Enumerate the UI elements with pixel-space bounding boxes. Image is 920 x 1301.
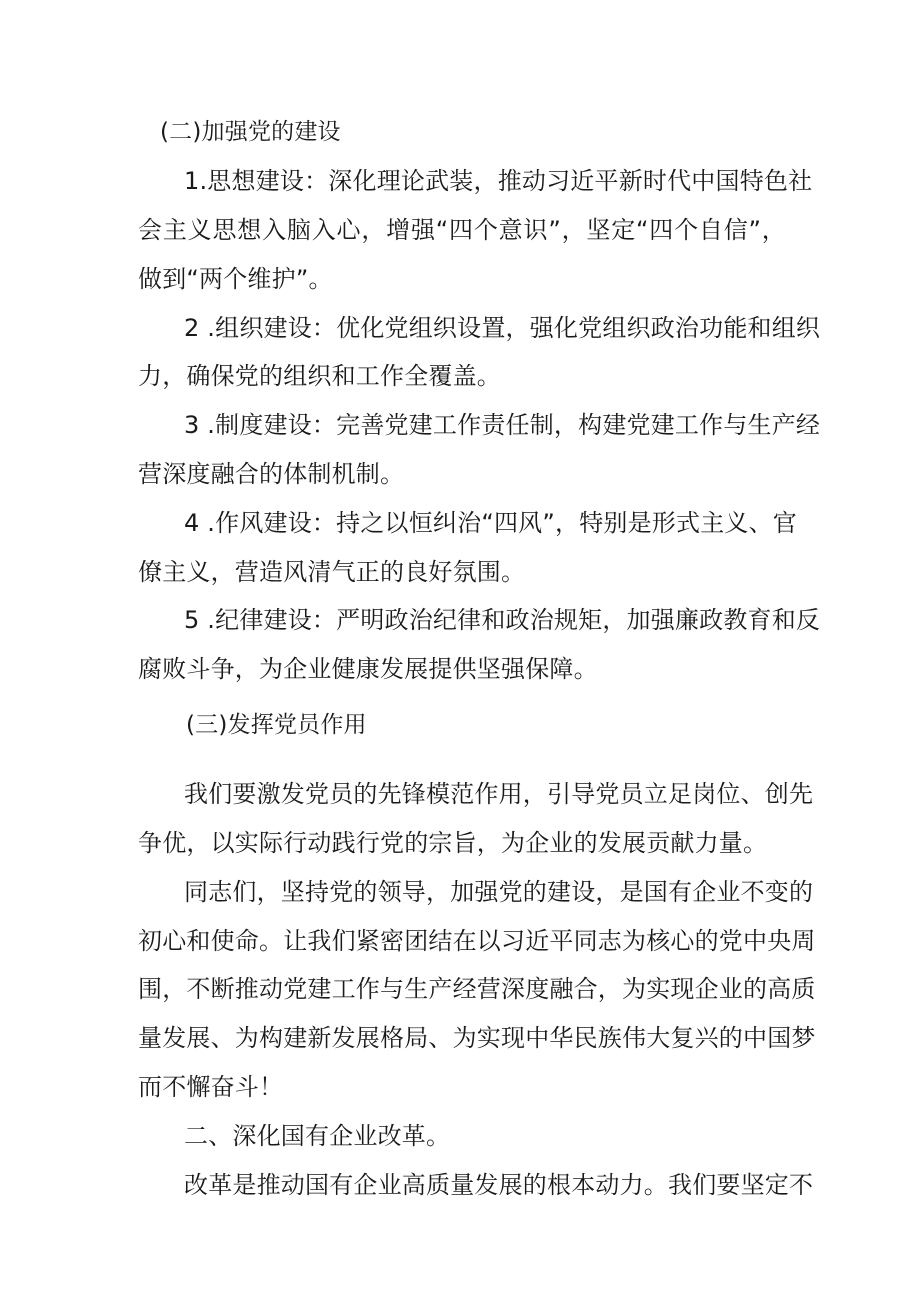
- paragraph-members-line-1: 我们要激发党员的先锋模范作用，引导党员立足岗位、创先: [184, 780, 814, 808]
- paragraph-comrades-line-3: 围，不断推动党建工作与生产经营深度融合，为实现企业的高质: [138, 975, 816, 1003]
- paragraph-comrades-line-2: 初心和使命。让我们紧密团结在以习近平同志为核心的党中央周: [138, 927, 816, 955]
- item-discipline-line-2: 腐败斗争，为企业健康发展提供坚强保障。: [138, 655, 598, 683]
- paragraph-members-line-2: 争优，以实际行动践行党的宗旨，为企业的发展贡献力量。: [138, 829, 768, 857]
- item-discipline-line-1: 5 .纪律建设：严明政治纪律和政治规矩，加强廉政教育和反: [184, 606, 821, 634]
- paragraph-reform-line-1: 改革是推动国有企业高质量发展的根本动力。我们要坚定不: [184, 1171, 814, 1199]
- item-work-style-line-2: 僚主义，营造风清气正的良好氛围。: [138, 558, 526, 586]
- item-ideological-line-2: 会主义思想入脑入心，增强“四个意识”，坚定“四个自信”，: [138, 216, 786, 244]
- item-institutional-line-2: 营深度融合的体制机制。: [138, 460, 405, 488]
- item-ideological-line-1: 1.思想建设：深化理论武装，推动习近平新时代中国特色社: [184, 167, 813, 195]
- item-organizational-line-1: 2 .组织建设：优化党组织设置，强化党组织政治功能和组织: [184, 314, 821, 342]
- section-heading-strengthen-party-building: (二)加强党的建设: [160, 119, 341, 145]
- item-institutional-line-1: 3 .制度建设：完善党建工作责任制，构建党建工作与生产经: [184, 411, 821, 439]
- paragraph-comrades-line-5: 而不懈奋斗！: [138, 1073, 284, 1101]
- section-heading-party-member-role: (三)发挥党员作用: [186, 712, 367, 738]
- item-work-style-line-1: 4 .作风建设：持之以恒纠治“四风”，特别是形式主义、官: [184, 509, 797, 537]
- item-organizational-line-2: 力，确保党的组织和工作全覆盖。: [138, 362, 501, 390]
- paragraph-comrades-line-1: 同志们，坚持党的领导，加强党的建设，是国有企业不变的: [184, 878, 814, 906]
- paragraph-comrades-line-4: 量发展、为构建新发展格局、为实现中华民族伟大复兴的中国梦: [138, 1024, 816, 1052]
- item-ideological-line-3: 做到“两个维护”。: [138, 265, 333, 293]
- section-heading-deepen-reform: 二、深化国有企业改革。: [184, 1122, 451, 1150]
